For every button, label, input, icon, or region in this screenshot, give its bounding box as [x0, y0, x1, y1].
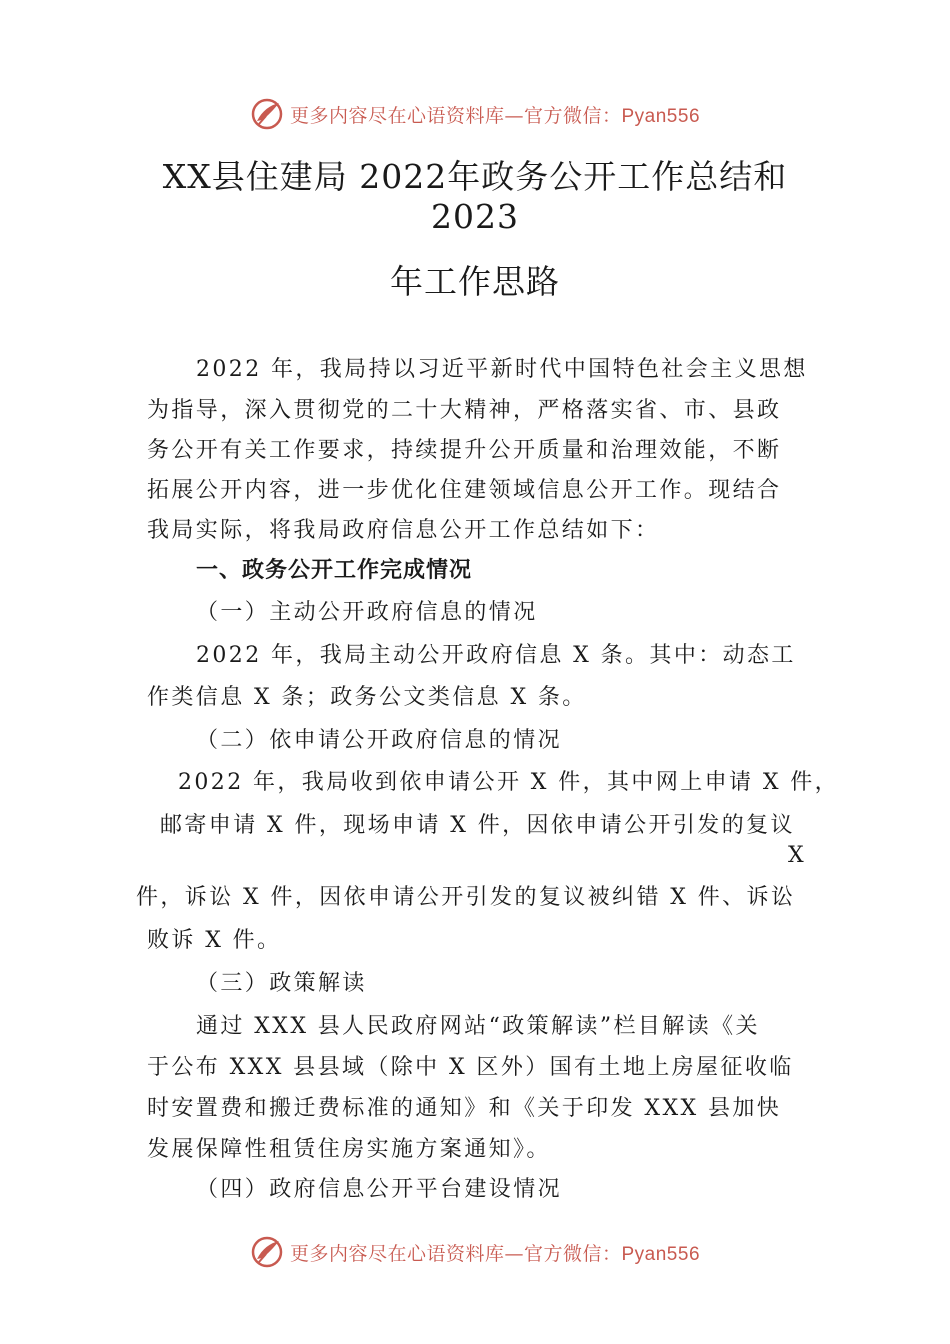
document-title-line-3: 年工作思路: [390, 262, 560, 301]
subsection-heading: （二）依申请公开政府信息的情况: [196, 728, 563, 753]
paragraph-line: 时安置费和搬迁费标准的通知》和《关于印发 XXX 县加快: [147, 1096, 782, 1121]
subsection-heading: （四）政府信息公开平台建设情况: [196, 1177, 563, 1202]
document-title-line-1: XX县住建局 2022年政务公开工作总结和: [162, 157, 788, 196]
paragraph-line: 发展保障性租赁住房实施方案通知》。: [147, 1137, 551, 1162]
subsection-heading: （三）政策解读: [196, 971, 367, 996]
paragraph-line: 通过 XXX 县人民政府网站“政策解读”栏目解读《关: [196, 1014, 760, 1039]
paragraph-line: 邮寄申请 X 件，现场申请 X 件，因依申请公开引发的复议: [160, 813, 795, 838]
leaf-quill-logo-icon: [250, 1235, 284, 1269]
paragraph-line: X: [788, 843, 807, 868]
intro-line: 拓展公开内容，进一步优化住建领域信息公开工作。现结合: [147, 478, 782, 503]
watermark-text: 更多内容尽在心语资料库—官方微信：Pyan556: [289, 1242, 701, 1265]
paragraph-line: 件，诉讼 X 件，因依申请公开引发的复议被纠错 X 件、诉讼: [136, 885, 796, 910]
paragraph-line: 2022 年，我局收到依申请公开 X 件，其中网上申请 X 件，: [178, 770, 840, 795]
paragraph-line: 2022 年，我局主动公开政府信息 X 条。其中：动态工: [196, 643, 796, 668]
subsection-heading: （一）主动公开政府信息的情况: [196, 600, 538, 625]
intro-line: 我局实际，将我局政府信息公开工作总结如下：: [147, 518, 660, 543]
intro-line: 务公开有关工作要求，持续提升公开质量和治理效能，不断: [147, 438, 782, 463]
section-heading: 一、政务公开工作完成情况: [196, 558, 473, 583]
paragraph-line: 败诉 X 件。: [147, 928, 282, 953]
watermark-footer: [0, 1232, 950, 1272]
paragraph-line: 于公布 XXX 县县域（除中 X 区外）国有土地上房屋征收临: [147, 1055, 794, 1080]
paragraph-line: 作类信息 X 条；政务公文类信息 X 条。: [147, 685, 587, 710]
leaf-quill-logo-icon: [250, 97, 284, 131]
intro-line: 2022 年，我局持以习近平新时代中国特色社会主义思想: [196, 357, 808, 382]
document-title-line-2: 2023: [431, 197, 519, 236]
watermark-text: 更多内容尽在心语资料库—官方微信：Pyan556: [289, 104, 701, 127]
intro-line: 为指导，深入贯彻党的二十大精神，严格落实省、市、县政: [147, 398, 782, 423]
watermark-header: [0, 94, 950, 134]
